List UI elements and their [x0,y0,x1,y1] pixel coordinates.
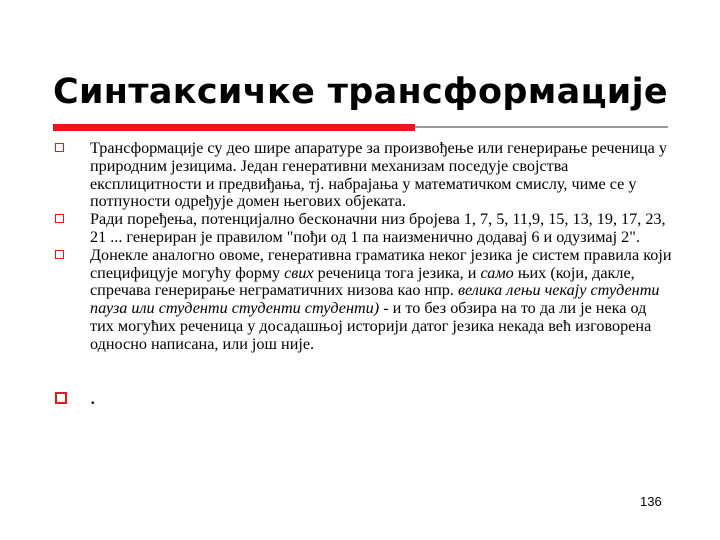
bullet-text-part: реченица тога језика, и [313,263,481,282]
bullet-item-generative-grammar [53,247,673,354]
bullet-text: Трансформације су део шире апаратуре за произвођење или генерирање реченица у природним језицима. Један генеративни механизам поседује својства експлицитности и предвиђања, тј. набрајања у математичком смислу, чиме се у потпуности одређује домен његових објеката. [90,139,667,211]
bullet-list [53,140,673,408]
title-underline [53,124,668,131]
bullet-text-part: њих (који, дакле, спречава генерирање неграматичних низова као нпр. [90,263,635,300]
bullet-text-italic-example: велика лењи чекају студенти пауза или студенти студенти студенти) [90,281,660,318]
bullet-text: . [90,383,96,409]
slide-title: Синтаксичке трансформације [53,72,668,112]
bullet-item-dot [53,383,673,409]
bullet-text-italic: свих [284,263,314,282]
square-bullet-icon [55,250,64,259]
bullet-text: Ради поређења, потенцијално бесконачни низ бројева 1, 7, 5, 11,9, 15, 13, 19, 17, 23, 21 ... генериран је правилом "пођи од 1 па наизменично додавај 6 и одузимај 2". [90,210,666,246]
bullet-text-part: - и то без обзира на то да ли је нека од тих могућих реченица у досадашњој историји датог језика некада већ изговорена односно написана, или још није. [90,299,652,353]
page-number: 136 [640,494,662,509]
square-bullet-icon [55,143,64,152]
square-bullet-icon [55,214,64,223]
bullet-text-italic: само [480,263,514,282]
square-bullet-icon [55,392,67,404]
title-underline-grey-segment [415,126,668,128]
bullet-item-number-sequence [53,211,673,247]
bullet-item-transformations [53,140,673,211]
title-underline-red-segment [53,124,415,131]
bullet-text-part: Донекле аналогно овоме, генеративна граматика неког језика је систем правила који специфицује могућу форму [90,245,672,282]
